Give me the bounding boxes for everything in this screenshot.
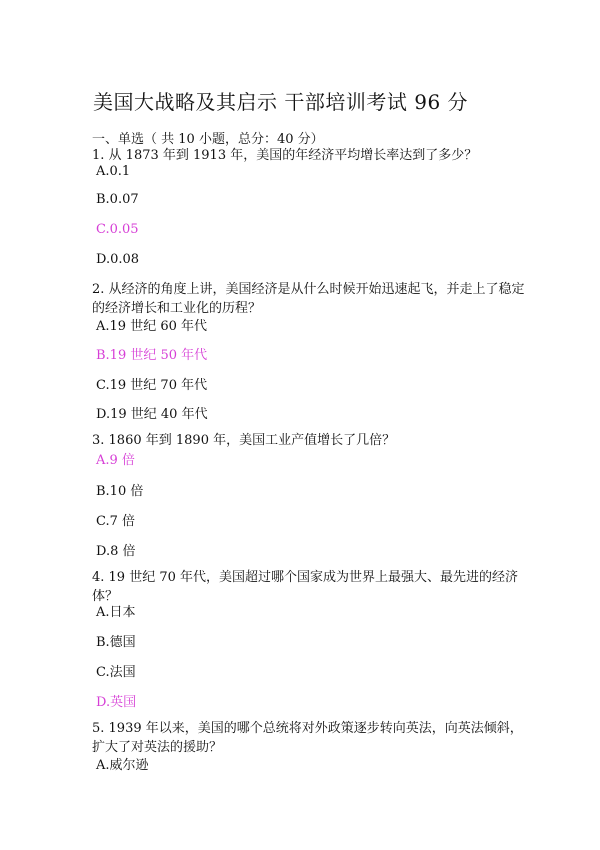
question-4-option-c[interactable]: C.法国 bbox=[96, 665, 136, 680]
question-2-option-b[interactable]: B.19 世纪 50 年代 bbox=[96, 348, 208, 363]
question-2-text: 2. 从经济的角度上讲，美国经济是从什么时候开始迅速起飞，并走上了稳定的经济增长和工业化的历程？ bbox=[92, 282, 525, 316]
question-3-option-b[interactable]: B.10 倍 bbox=[96, 484, 144, 499]
question-2-option-c[interactable]: C.19 世纪 70 年代 bbox=[96, 378, 208, 393]
question-3-text: 3. 1860 年到 1890 年，美国工业产值增长了几倍？ bbox=[92, 433, 396, 448]
question-4-option-d[interactable]: D.英国 bbox=[96, 695, 137, 710]
question-1-text: 1. 从 1873 年到 1913 年，美国的年经济平均增长率达到了多少？ bbox=[92, 148, 478, 163]
question-4-text: 4. 19 世纪 70 年代，美国超过哪个国家成为世界上最强大、最先进的经济体？ bbox=[92, 570, 519, 604]
question-1-option-d[interactable]: D.0.08 bbox=[96, 252, 140, 267]
question-4-option-a[interactable]: A.日本 bbox=[96, 605, 136, 620]
exam-title: 美国大战略及其启示 干部培训考试 96 分 bbox=[93, 90, 469, 114]
question-5-option-a[interactable]: A.威尔逊 bbox=[96, 758, 149, 773]
question-5-text: 5. 1939 年以来，美国的哪个总统将对外政策逐步转向英法，向英法倾斜，扩大了对英法的援助？ bbox=[92, 721, 523, 755]
question-1-option-a[interactable]: A.0.1 bbox=[96, 164, 131, 179]
question-2-option-d[interactable]: D.19 世纪 40 年代 bbox=[96, 407, 208, 422]
question-1-option-b[interactable]: B.0.07 bbox=[96, 192, 139, 207]
question-3-option-c[interactable]: C.7 倍 bbox=[96, 514, 136, 529]
question-1-option-c[interactable]: C.0.05 bbox=[96, 222, 139, 237]
question-2-option-a[interactable]: A.19 世纪 60 年代 bbox=[96, 319, 208, 334]
question-4-option-b[interactable]: B.德国 bbox=[96, 635, 136, 650]
question-3-option-a[interactable]: A.9 倍 bbox=[96, 453, 135, 468]
question-3-option-d[interactable]: D.8 倍 bbox=[96, 544, 136, 559]
section-heading: 一、单选（ 共 10 小题，总分：40 分） bbox=[92, 132, 324, 147]
